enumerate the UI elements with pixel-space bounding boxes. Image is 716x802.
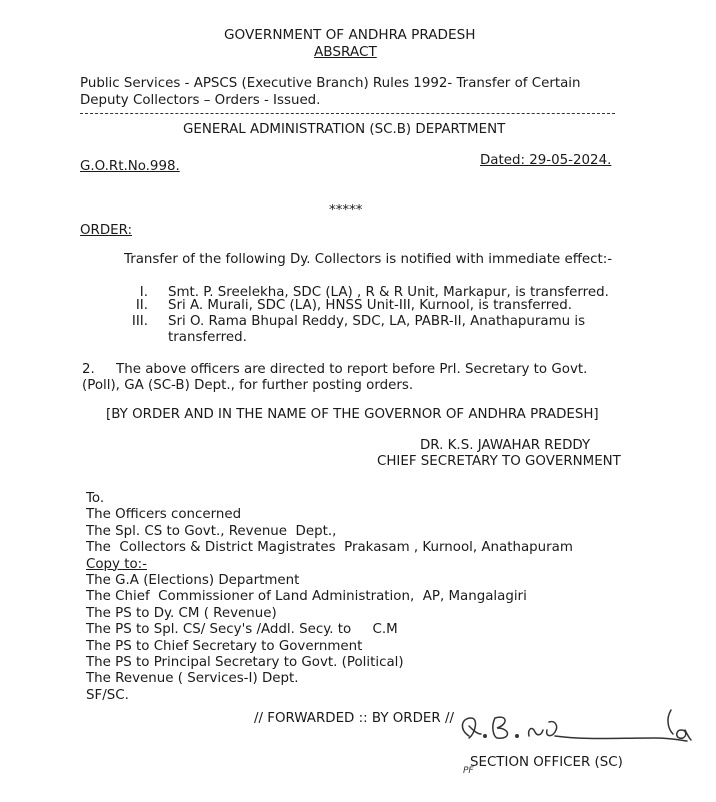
go-number: G.O.Rt.No.998. — [80, 159, 180, 174]
to-recipient: The Officers concerned — [86, 507, 242, 523]
copy-recipient: The PS to Chief Secretary to Government — [86, 638, 363, 654]
to-block — [86, 491, 573, 704]
order-heading: ORDER: — [80, 223, 133, 238]
copy-recipient: The PS to Dy. CM ( Revenue) — [86, 605, 277, 621]
subject-line-2: Deputy Collectors – Orders - Issued. — [80, 93, 321, 108]
to-recipient: The Spl. CS to Govt., Revenue Dept., — [86, 523, 337, 539]
copy-recipient: The Chief Commissioner of Land Administration, AP, Mangalagiri — [86, 589, 527, 605]
separator-dashed — [80, 113, 615, 114]
header-abstract: ABSRACT — [314, 44, 377, 60]
subject-line-1: Public Services - APSCS (Executive Branch) Rules 1992- Transfer of Certain — [80, 76, 581, 91]
header-government: GOVERNMENT OF ANDHRA PRADESH — [224, 27, 476, 43]
signatory-designation: CHIEF SECRETARY TO GOVERNMENT — [377, 454, 621, 469]
dated: Dated: 29-05-2024. — [480, 153, 612, 168]
governor-line: [BY ORDER AND IN THE NAME OF THE GOVERNOR OF ANDHRA PRADESH] — [106, 407, 599, 422]
stars: ***** — [329, 203, 363, 218]
para2-line-1: 2. The above officers are directed to report before Prl. Secretary to Govt. — [82, 362, 588, 377]
para2-line-2: (Poll), GA (SC-B) Dept., for further posting orders. — [82, 378, 414, 393]
transfer-num: III. — [131, 314, 148, 329]
copy-recipient: The PS to Principal Secretary to Govt. (Political) — [86, 655, 404, 671]
transfer-text: Sri A. Murali, SDC (LA), HNSS Unit-III, Kurnool, is transferred. — [168, 298, 573, 313]
to-recipient: The Collectors & District Magistrates Prakasam , Kurnool, Anathapuram — [86, 540, 573, 556]
copy-recipient: The G.A (Elections) Department — [86, 573, 300, 589]
copy-recipient: SF/SC. — [86, 687, 129, 703]
copy-to-label: Copy to:- — [86, 556, 148, 572]
department: GENERAL ADMINISTRATION (SC.B) DEPARTMENT — [183, 122, 506, 137]
order-intro: Transfer of the following Dy. Collectors is notified with immediate effect:- — [124, 252, 613, 267]
signatory-name: DR. K.S. JAWAHAR REDDY — [420, 438, 591, 453]
signature-initials: PF — [463, 766, 474, 776]
transfer-num: I. — [139, 285, 148, 300]
section-officer: SECTION OFFICER (SC) — [470, 755, 623, 770]
transfer-text: Sri O. Rama Bhupal Reddy, SDC, LA, PABR-II, Anathapuramu is transferred. — [168, 314, 586, 345]
copy-recipient: The PS to Spl. CS/ Secy's /Addl. Secy. to C.M — [86, 622, 398, 638]
transfer-text: Smt. P. Sreelekha, SDC (LA) , R & R Unit, Markapur, is transferred. — [168, 285, 609, 300]
copy-recipient: The Revenue ( Services-I) Dept. — [86, 671, 299, 687]
forwarded-line: // FORWARDED :: BY ORDER // — [254, 711, 454, 726]
transfer-num: II. — [135, 298, 148, 313]
to-label: To. — [86, 491, 105, 506]
